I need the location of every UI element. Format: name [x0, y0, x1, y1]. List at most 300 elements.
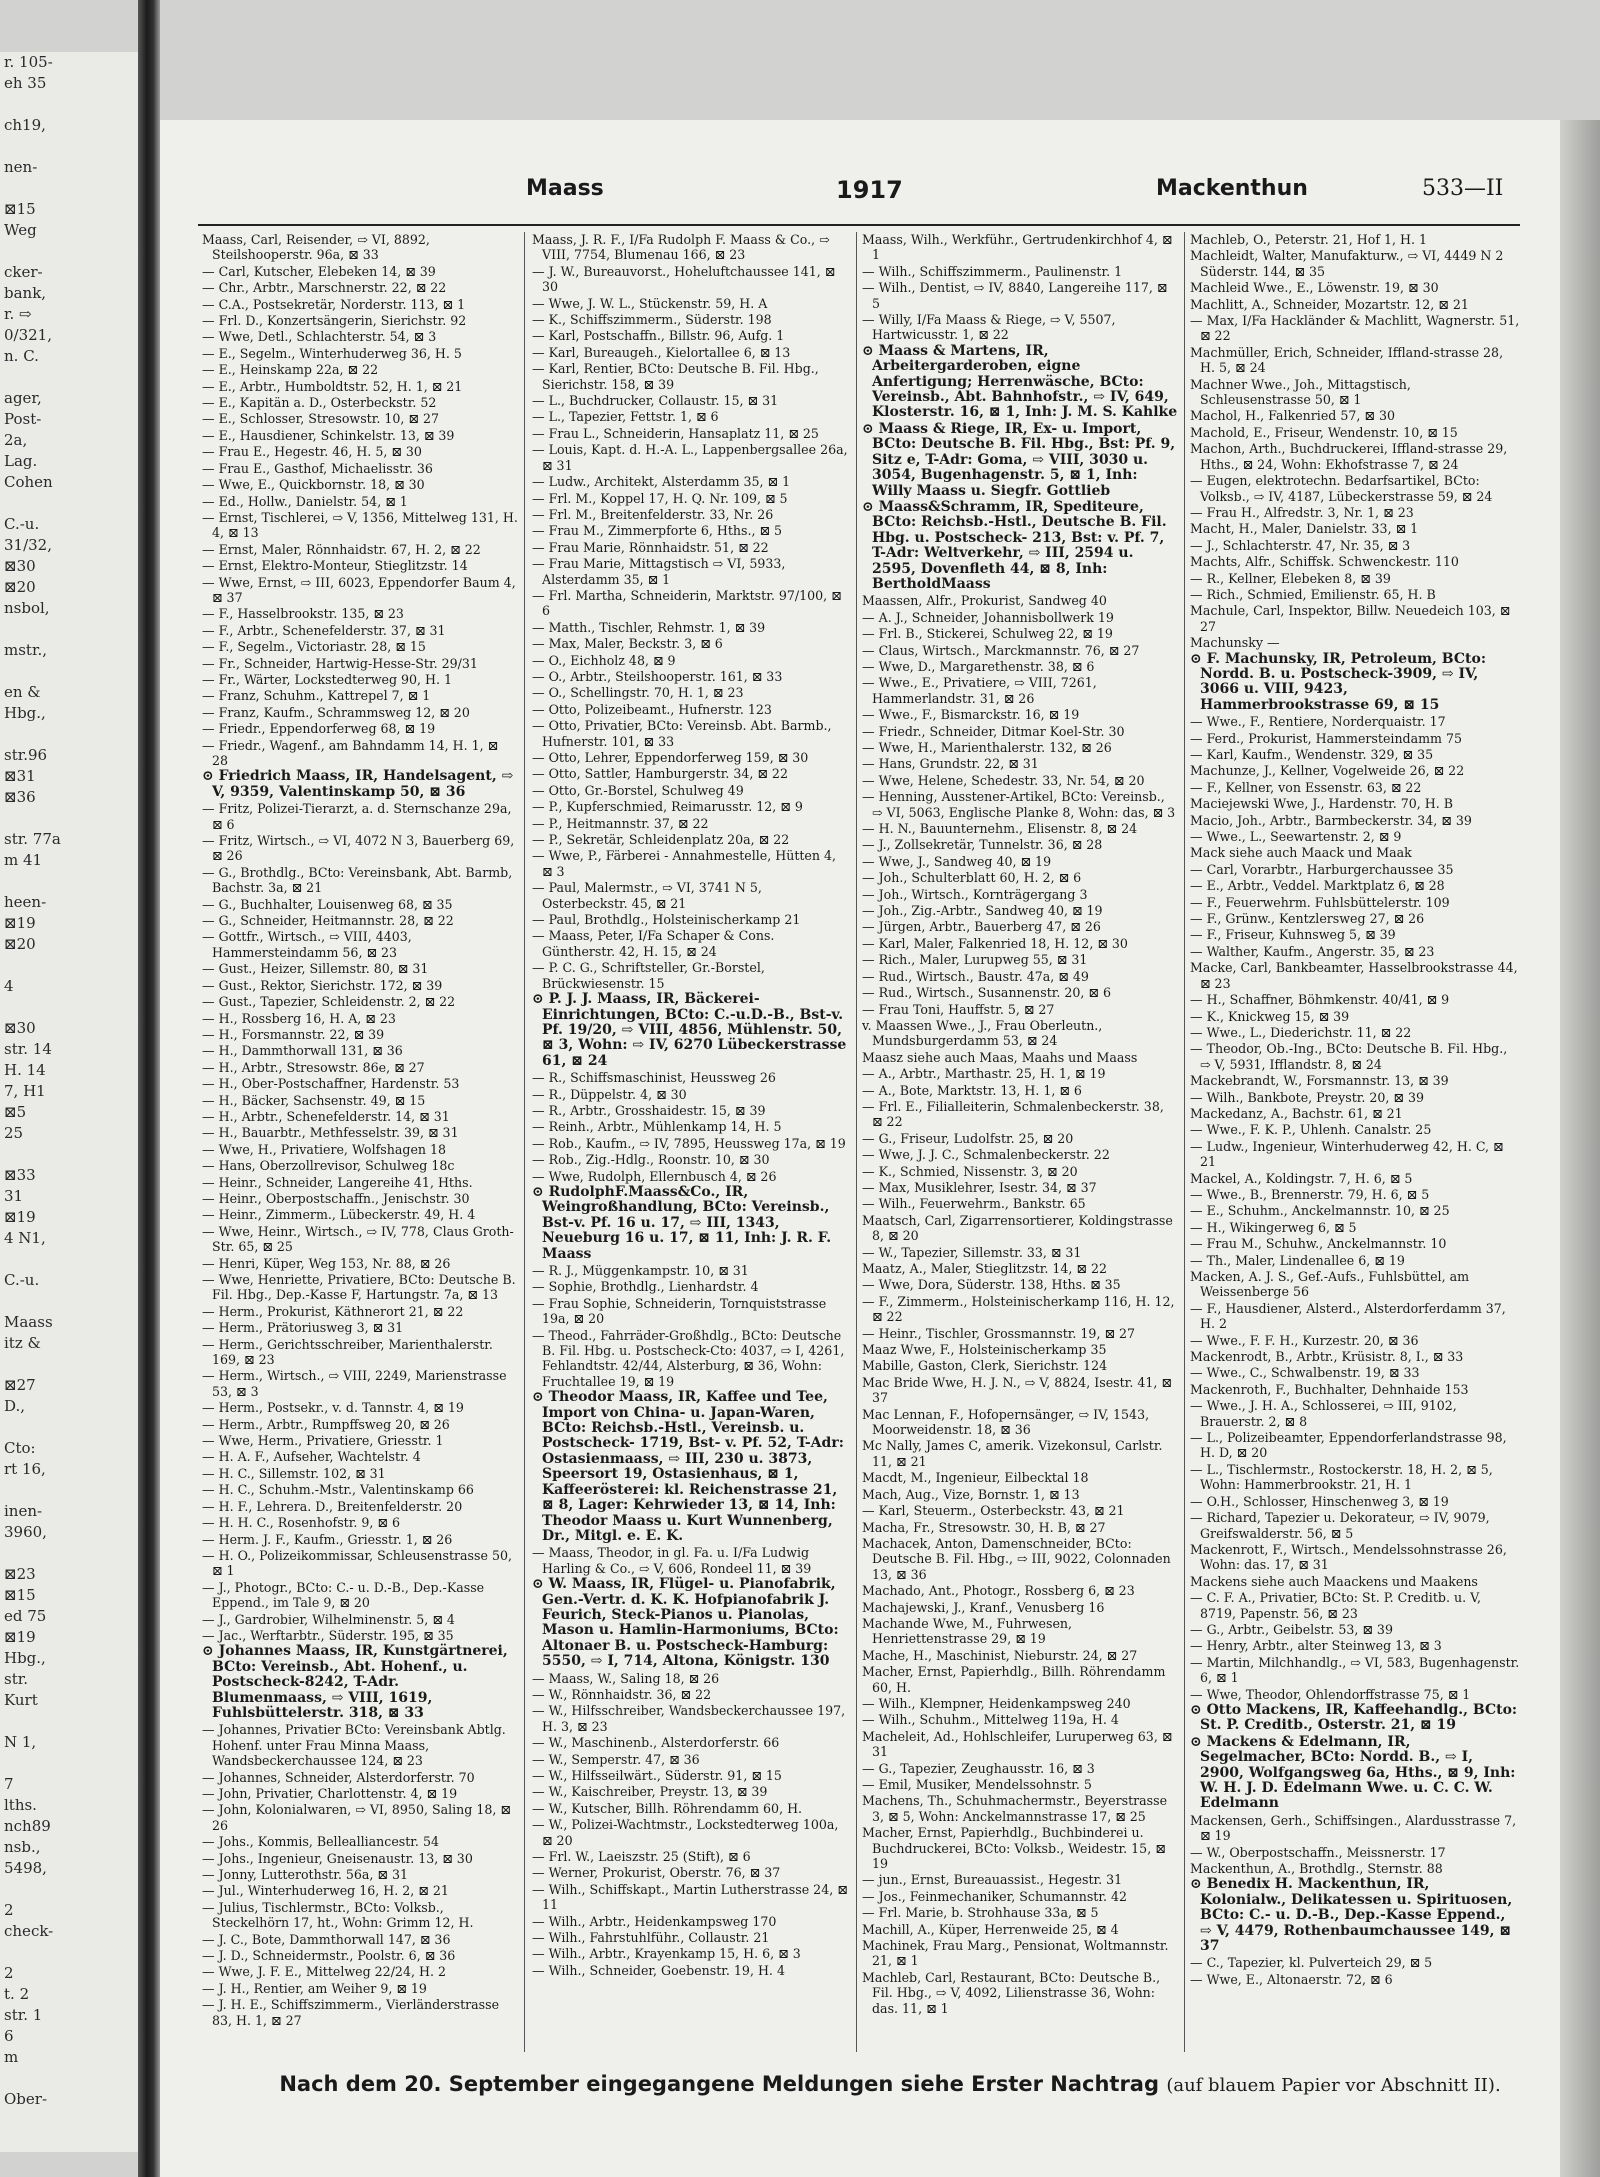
left-page-fragment: n. C.: [4, 347, 39, 365]
directory-entry: — Hans, Grundstr. 22, ⊠ 31: [862, 756, 1039, 772]
directory-entry: Mackedanz, A., Bachstr. 61, ⊠ 21: [1190, 1105, 1403, 1121]
directory-entry: Mackenrott, F., Wirtsch., Mendelssohnstrasse 26, Wohn: das. 17, ⊠ 31: [1190, 1541, 1507, 1573]
directory-entry: — Rob., Kaufm., ⇨ IV, 7895, Heussweg 17a, ⊠ 19: [532, 1135, 846, 1151]
directory-entry: — Frl. E., Filialleiterin, Schmalenbeckerstr. 38, ⊠ 22: [862, 1098, 1164, 1130]
directory-entry: — F., Arbtr., Schenefelderstr. 37, ⊠ 31: [202, 622, 446, 638]
directory-entry: — Wwe, Dora, Süderstr. 138, Hths. ⊠ 35: [862, 1277, 1121, 1293]
directory-entry: — Karl, Rentier, BCto: Deutsche B. Fil. Hbg., Sierichstr. 158, ⊠ 39: [532, 361, 819, 392]
directory-entry: — Louis, Kapt. d. H.-A. L., Lappenbergsallee 26a, ⊠ 31: [532, 442, 848, 473]
directory-entry: — Wwe, E., Quickbornstr. 18, ⊠ 30: [202, 477, 425, 493]
directory-entry: Macken, A. J. S., Gef.-Aufs., Fuhlsbüttel, am Weissenberge 56: [1190, 1269, 1470, 1300]
left-page-fragment: 4 N1,: [4, 1229, 46, 1247]
directory-entry: — Johannes, Schneider, Alsterdorferstr. 70: [202, 1769, 475, 1785]
directory-entry: — Ludw., Architekt, Alsterdamm 35, ⊠ 1: [532, 474, 791, 490]
directory-entry: — Wilh., Klempner, Heidenkampsweg 240: [862, 1695, 1131, 1711]
directory-entry: Mache, H., Maschinist, Nieburstr. 24, ⊠ 27: [862, 1647, 1138, 1663]
directory-entry: — W., Hilfsschreiber, Wandsbeckerchaussee 197, H. 3, ⊠ 23: [532, 1703, 846, 1734]
directory-entry: — H., Schaffner, Böhmkenstr. 40/41, ⊠ 9: [1190, 992, 1450, 1008]
left-page-fragment: 7, H1: [4, 1082, 46, 1100]
directory-entry: — Wwe, Rudolph, Ellernbusch 4, ⊠ 26: [532, 1168, 777, 1184]
directory-entry: — Wwe, J. W. L., Stückenstr. 59, H. A: [532, 295, 768, 311]
directory-entry: Machande Wwe, M., Fuhrwesen, Henriettenstrasse 29, ⊠ 19: [862, 1615, 1073, 1647]
left-page-fragment: [0, 619, 138, 640]
directory-entry: — E., Segelm., Winterhuderweg 36, H. 5: [202, 345, 462, 361]
directory-entry: Machill, A., Küper, Herrenweide 25, ⊠ 4: [862, 1921, 1119, 1937]
directory-entry: — Wilh., Arbtr., Krayenkamp 15, H. 6, ⊠ 3: [532, 1946, 801, 1962]
left-page-fragment: itz &: [4, 1334, 41, 1352]
left-page-fragment: [0, 1879, 138, 1900]
directory-entry: — Rud., Wirtsch., Susannenstr. 20, ⊠ 6: [862, 985, 1111, 1001]
directory-entry: — Wwe, Detl., Schlachterstr. 54, ⊠ 3: [202, 329, 437, 345]
directory-entry: Mackel, A., Koldingstr. 7, H. 6, ⊠ 5: [1190, 1170, 1413, 1186]
left-page-fragment: str. 77a: [4, 830, 61, 848]
left-page-fragment: cker-: [4, 263, 43, 281]
directory-entry: — Franz, Kaufm., Schrammsweg 12, ⊠ 20: [202, 704, 470, 720]
directory-entry: — Wilh., Dentist, ⇨ IV, 8840, Langereihe 117, ⊠ 5: [862, 280, 1168, 311]
directory-entry: ⊙ P. J. J. Maass, IR, Bäckerei-Einrichtungen, BCto: C.-u.D.-B., Bst-v. Pf. 19/20, ⇨ VIII, 4856, Mühlenstr. 50, ⊠ 3, Wohn: ⇨ IV, 6270 Lübeckerstrasse 61, ⊠ 24: [532, 991, 847, 1069]
directory-entry: — Fr., Schneider, Hartwig-Hesse-Str. 29/31: [202, 655, 478, 671]
column-4: [1190, 232, 1520, 2062]
column-2: [532, 232, 850, 2062]
directory-entry: — G., Tapezier, Zeughausstr. 16, ⊠ 3: [862, 1760, 1095, 1776]
left-page-fragment: Cohen: [4, 473, 53, 491]
directory-entry: — Johs., Kommis, Bellealliancestr. 54: [202, 1834, 439, 1850]
directory-entry: — Max, Maler, Beckstr. 3, ⊠ 6: [532, 636, 723, 652]
left-page-fragment: [0, 808, 138, 829]
directory-entry: — Carl, Kutscher, Elebeken 14, ⊠ 39: [202, 263, 436, 279]
directory-entry: ⊙ W. Maass, IR, Flügel- u. Pianofabrik, Gen.-Vertr. d. K. K. Hofpianofabrik J. Feurich, Steck-Pianos u. Pianolas, Mason u. Hamlin-Harmoniums, BCto: Altonaer B. u. Postscheck-Hamburg: 5550, ⇨ I, 714, Altona, Königstr. 130: [532, 1576, 839, 1670]
directory-entry: Mackenroth, F., Buchhalter, Dehnhaide 153: [1190, 1381, 1469, 1397]
directory-entry: v. Maassen Wwe., J., Frau Oberleutn., Mundsburgerdamm 53, ⊠ 24: [862, 1017, 1103, 1049]
directory-entry: Mac Lennan, F., Hofopernsänger, ⇨ IV, 1543, Moorweidenstr. 18, ⊠ 36: [862, 1406, 1150, 1438]
directory-entry: — Gust., Heizer, Sillemstr. 80, ⊠ 31: [202, 961, 429, 977]
left-page-fragment: [0, 724, 138, 745]
directory-entry: — W., Hilfsseilwärt., Süderstr. 91, ⊠ 15: [532, 1768, 782, 1783]
left-page-fragment: inen-: [4, 1502, 43, 1520]
directory-entry: Machmüller, Erich, Schneider, Iffland-strasse 28, H. 5, ⊠ 24: [1190, 344, 1504, 376]
directory-entry: — W., Rönnhaidstr. 36, ⊠ 22: [532, 1686, 712, 1702]
directory-entry: — Frl. B., Stickerei, Schulweg 22, ⊠ 19: [862, 626, 1113, 642]
directory-entry: — H. C., Sillemstr. 102, ⊠ 31: [202, 1465, 386, 1481]
column-divider: [524, 232, 525, 2052]
directory-entry: — O., Schellingstr. 70, H. 1, ⊠ 23: [532, 685, 744, 701]
directory-entry: — F., Feuerwehrm. Fuhlsbüttelerstr. 109: [1190, 894, 1450, 910]
left-page-fragment: 6: [4, 2027, 14, 2045]
directory-entry: — P. C. G., Schriftsteller, Gr.-Borstel, Brückwiesenstr. 15: [532, 960, 765, 991]
directory-entry: — Ed., Hollw., Danielstr. 54, ⊠ 1: [202, 493, 408, 509]
directory-entry: — Heinr., Schneider, Langereihe 41, Hths.: [202, 1174, 473, 1190]
directory-entry: — J. H., Rentier, am Weiher 9, ⊠ 19: [202, 1980, 427, 1996]
left-page-fragment: ⊠20: [4, 935, 36, 953]
directory-entry: Mackenthun, A., Brothdlg., Sternstr. 88: [1190, 1861, 1443, 1877]
left-page-fragment: r. 105-: [4, 53, 53, 71]
directory-entry: ⊙ Otto Mackens, IR, Kaffeehandlg., BCto: St. P. Creditb., Osterstr. 21, ⊠ 19: [1190, 1701, 1518, 1734]
directory-entry: Machon, Arth., Buchdruckerei, Iffland-strasse 29, Hths., ⊠ 24, Wohn: Ekhofstrasse 7, ⊠ 24: [1190, 441, 1508, 472]
left-page-fragment: nsb.,: [4, 1838, 41, 1856]
directory-entry: — John, Kolonialwaren, ⇨ VI, 8950, Saling 18, ⊠ 26: [202, 1802, 511, 1833]
directory-entry: Macher, Ernst, Papierhdlg., Billh. Röhrendamm 60, H.: [862, 1664, 1166, 1695]
directory-entry: — W., Semperstr. 47, ⊠ 36: [532, 1751, 700, 1767]
directory-entry: — R. J., Müggenkampstr. 10, ⊠ 31: [532, 1263, 749, 1278]
directory-entry: — Martin, Milchhandlg., ⇨ VI, 583, Bugenhagenstr. 6, ⊠ 1: [1190, 1654, 1520, 1686]
directory-entry: — E., Arbtr., Humboldtstr. 52, H. 1, ⊠ 21: [202, 378, 463, 394]
left-page-fragment: [0, 241, 138, 262]
directory-entry: ⊙ Benedix H. Mackenthun, IR, Kolonialw., Delikatessen u. Spirituosen, BCto: C.- u. D.-B., Dep.-Kasse Eppend., ⇨ V, 4479, Rothenbaumchaussee 149, ⊠ 37: [1190, 1876, 1513, 1955]
directory-page: [160, 120, 1560, 2177]
directory-entry: — E., Kapitän a. D., Osterbeckstr. 52: [202, 395, 437, 411]
directory-entry: Mackenrodt, B., Arbtr., Krüsistr. 8, I., ⊠ 33: [1190, 1349, 1464, 1365]
directory-entry: — Jonny, Lutterothstr. 56a, ⊠ 31: [202, 1867, 409, 1883]
left-page-fragment: str. 1: [4, 2006, 43, 2024]
directory-entry: — P., Kupferschmied, Reimarusstr. 12, ⊠ 9: [532, 799, 803, 815]
directory-entry: — Otto, Polizeibeamt., Hufnerstr. 123: [532, 701, 772, 717]
directory-entry: — Ferd., Prokurist, Hammersteindamm 75: [1190, 730, 1463, 746]
left-page-fragment: ⊠30: [4, 557, 36, 575]
directory-entry: — Wilh., Schiffszimmerm., Paulinenstr. 1: [862, 263, 1123, 279]
directory-entry: ⊙ RudolphF.Maass&Co., IR, Weingroßhandlung, BCto: Vereinsb., Bst-v. Pf. 16 u. 17, ⇨ III, 1343, Neueburg 16 u. 17, ⊠ 11, Inh: J. R. F. Maass: [532, 1183, 832, 1262]
directory-entry: — H., Arbtr., Stresowstr. 86e, ⊠ 27: [202, 1059, 425, 1075]
directory-entry: — W., Oberpostschaffn., Meissnerstr. 17: [1190, 1844, 1446, 1860]
header-first-name: Maass: [526, 176, 604, 201]
directory-entry: Machule, Carl, Inspektor, Billw. Neuedeich 103, ⊠ 27: [1190, 603, 1511, 634]
directory-entry: — Frau E., Gasthof, Michaelisstr. 36: [202, 460, 433, 476]
directory-entry: — Wwe, Heinr., Wirtsch., ⇨ IV, 778, Claus Groth-Str. 65, ⊠ 25: [202, 1223, 514, 1255]
left-page-fragment: 4: [4, 977, 14, 995]
left-page-fragment: 2: [4, 1964, 14, 1982]
directory-entry: — John, Privatier, Charlottenstr. 4, ⊠ 19: [202, 1786, 458, 1801]
directory-entry: — Wilh., Schuhm., Mittelweg 119a, H. 4: [862, 1712, 1119, 1728]
directory-entry: — A., Arbtr., Marthastr. 25, H. 1, ⊠ 19: [862, 1066, 1106, 1082]
directory-entry: — Rud., Wirtsch., Baustr. 47a, ⊠ 49: [862, 968, 1089, 984]
left-page-fragment: nsbol,: [4, 599, 50, 617]
directory-entry: — H. N., Bauunternehm., Elisenstr. 8, ⊠ 24: [862, 821, 1138, 837]
directory-entry: Machner Wwe., Joh., Mittagstisch, Schleusenstrasse 50, ⊠ 1: [1190, 376, 1411, 408]
left-page-fragment: ⊠33: [4, 1166, 36, 1184]
directory-entry: — K., Schiffszimmerm., Süderstr. 198: [532, 312, 772, 328]
left-page-fragment: m 41: [4, 851, 43, 869]
directory-entry: — G., Buchhalter, Louisenweg 68, ⊠ 35: [202, 896, 453, 912]
left-page-fragment: [0, 661, 138, 682]
left-page-fragment: Hbg.,: [4, 704, 46, 722]
directory-entry: — O., Arbtr., Steilshooperstr. 161, ⊠ 33: [532, 668, 783, 684]
left-page-fragment: ⊠36: [4, 788, 36, 806]
directory-entry: Machlitt, A., Schneider, Mozartstr. 12, ⊠ 21: [1190, 296, 1469, 312]
directory-entry: — W., Tapezier, Sillemstr. 33, ⊠ 31: [862, 1244, 1082, 1260]
directory-entry: — Paul, Brothdlg., Holsteinischerkamp 21: [532, 912, 801, 928]
directory-entry: — Wilh., Fahrstuhlführ., Collaustr. 21: [532, 1930, 770, 1946]
directory-entry: — J. C., Bote, Dammthorwall 147, ⊠ 36: [202, 1931, 451, 1947]
directory-entry: — Maass, Theodor, in gl. Fa. u. I/Fa Ludwig Harling & Co., ⇨ V, 606, Rondeel 11, ⊠ 39: [532, 1545, 812, 1576]
left-page-fragment: 2: [4, 1901, 14, 1919]
directory-entry: Machajewski, J., Kranf., Venusberg 16: [862, 1599, 1105, 1615]
column-1: [202, 232, 518, 2062]
directory-entry: — Karl, Postschaffn., Billstr. 96, Aufg. 1: [532, 328, 785, 344]
directory-entry: — Ernst, Elektro-Monteur, Stieglitzstr. 14: [202, 558, 468, 574]
directory-entry: — F., Zimmerm., Holsteinischerkamp 116, H. 12, ⊠ 22: [862, 1293, 1175, 1325]
directory-entry: — Chr., Arbtr., Marschnerstr. 22, ⊠ 22: [202, 280, 447, 296]
directory-entry: — Frau M., Schuhw., Anckelmannstr. 10: [1190, 1236, 1447, 1252]
directory-entry: Machacek, Anton, Damenschneider, BCto: Deutsche B. Fil. Hbg., ⇨ III, 9022, Colonnaden 13, ⊠ 36: [862, 1535, 1171, 1582]
left-page-fragment: ⊠30: [4, 1019, 36, 1037]
left-page-fragment: [0, 1354, 138, 1375]
directory-entry: Machleb, Carl, Restaurant, BCto: Deutsche B., Fil. Hbg., ⇨ V, 4092, Lilienstrasse 36, Wohn: das. 11, ⊠ 1: [862, 1969, 1161, 2016]
directory-entry: — P., Sekretär, Schleidenplatz 20a, ⊠ 22: [532, 832, 790, 848]
directory-entry: Machunsky —: [1190, 635, 1280, 651]
directory-entry: ⊙ Theodor Maass, IR, Kaffee und Tee, Import von China- u. Japan-Waren, BCto: Reichsb.-Hstl., Vereinsb. u. Postscheck- 1719, Bst- v. Pf. 52, T-Adr: Ostasienmaass, ⇨ III, 230 u. 3873, Speersort 19, Ostasienhaus, ⊠ 1, Kaffeerösterei: kl. Reichenstrasse 21, ⊠ 8, Lager: Kehrwieder 13, ⊠ 14, Inh: Theodor Maass u. Kurt Wunnenberg, Dr., Mitgl. e. E. K.: [532, 1389, 844, 1544]
directory-entry: — Rich., Schmied, Emilienstr. 65, H. B: [1190, 586, 1436, 602]
directory-entry: — Wwe., F. F. H., Kurzestr. 20, ⊠ 36: [1190, 1332, 1419, 1348]
directory-entry: — W., Maschinenb., Alsterdorferstr. 66: [532, 1735, 780, 1751]
directory-entry: — Maass, W., Saling 18, ⊠ 26: [532, 1670, 720, 1686]
directory-entry: — P., Heitmannstr. 37, ⊠ 22: [532, 815, 709, 831]
directory-entry: — Otto, Lehrer, Eppendorferweg 159, ⊠ 30: [532, 750, 809, 765]
directory-entry: — Sophie, Brothdlg., Lienhardstr. 4: [532, 1279, 759, 1295]
directory-entry: — F., Hasselbrookstr. 135, ⊠ 23: [202, 606, 404, 622]
directory-entry: — J. H. E., Schiffszimmerm., Vierländerstrasse 83, H. 1, ⊠ 27: [202, 1997, 500, 2028]
directory-entry: Maaz Wwe, F., Holsteinischerkamp 35: [862, 1342, 1107, 1358]
left-page-fragment: m: [4, 2048, 19, 2066]
footer-main-text: Nach dem 20. September eingegangene Meldungen siehe Erster Nachtrag: [279, 2072, 1160, 2096]
directory-entry: — Wwe, J. F. E., Mittelweg 22/24, H. 2: [202, 1964, 446, 1980]
directory-entry: — H. H. C., Rosenhofstr. 9, ⊠ 6: [202, 1515, 400, 1531]
directory-entry: — E., Heinskamp 22a, ⊠ 22: [202, 362, 379, 378]
directory-entry: — Frau H., Alfredstr. 3, Nr. 1, ⊠ 23: [1190, 504, 1414, 520]
directory-entry: Macher, Ernst, Papierhdlg., Buchbinderei u. Buchdruckerei, BCto: Volksb., Weidestr. 15, ⊠ 19: [862, 1825, 1166, 1872]
left-page-fragment: ⊠23: [4, 1565, 36, 1583]
directory-entry: — H. O., Polizeikommissar, Schleusenstrasse 50, ⊠ 1: [202, 1547, 512, 1579]
directory-entry: — J., Zollsekretär, Tunnelstr. 36, ⊠ 28: [862, 837, 1103, 853]
directory-entry: — Otto, Gr.-Borstel, Schulweg 49: [532, 782, 744, 798]
directory-entry: — Friedr., Wagenf., am Bahndamm 14, H. 1, ⊠ 28: [202, 737, 499, 768]
directory-entry: — Wwe., L., Diederichstr. 11, ⊠ 22: [1190, 1024, 1412, 1040]
left-page-fragment: [0, 1291, 138, 1312]
left-page-fragment: bank,: [4, 284, 47, 302]
directory-entry: — Theodor, Ob.-Ing., BCto: Deutsche B. Fil. Hbg., ⇨ V, 5931, Ifflandstr. 8, ⊠ 24: [1190, 1041, 1508, 1072]
directory-entry: — Frl. Martha, Schneiderin, Marktstr. 97/100, ⊠ 6: [532, 587, 842, 619]
directory-entry: — O., Eichholz 48, ⊠ 9: [532, 652, 676, 668]
directory-entry: — O.H., Schlosser, Hinschenweg 3, ⊠ 19: [1190, 1493, 1449, 1509]
directory-entry: — Wwe., E., Privatiere, ⇨ VIII, 7261, Hammerlandstr. 31, ⊠ 26: [862, 675, 1097, 706]
directory-entry: — Fritz, Polizei-Tierarzt, a. d. Sternschanze 29a, ⊠ 6: [202, 801, 512, 832]
directory-entry: — Wwe, E., Altonaerstr. 72, ⊠ 6: [1190, 1971, 1393, 1987]
directory-entry: — Werner, Prokurist, Oberstr. 76, ⊠ 37: [532, 1865, 781, 1881]
directory-entry: — J., Gardrobier, Wilhelminenstr. 5, ⊠ 4: [202, 1611, 455, 1627]
directory-entry: — Heinr., Zimmerm., Lübeckerstr. 49, H. 4: [202, 1207, 476, 1223]
directory-entry: — Wwe, Ernst, ⇨ III, 6023, Eppendorfer Baum 4, ⊠ 37: [202, 574, 516, 605]
left-page-fragment: 0/321,: [4, 326, 52, 344]
directory-entry: — Herm., Wirtsch., ⇨ VIII, 2249, Marienstrasse 53, ⊠ 3: [202, 1368, 507, 1399]
left-page-fragment: [0, 1144, 138, 1165]
directory-entry: Machunze, J., Kellner, Vogelweide 26, ⊠ 22: [1190, 763, 1465, 779]
directory-entry: — Gottfr., Wirtsch., ⇨ VIII, 4403, Hammersteindamm 56, ⊠ 23: [202, 929, 412, 960]
directory-entry: — Wwe, P., Färberei - Annahmestelle, Hütten 4, ⊠ 3: [532, 848, 837, 879]
left-page-fragment: str.: [4, 1670, 29, 1688]
directory-entry: — Wwe, J. J. C., Schmalenbeckerstr. 22: [862, 1147, 1110, 1163]
left-page-fragment: 31/32,: [4, 536, 52, 554]
left-page-fragment: Maass: [4, 1313, 53, 1331]
directory-entry: — L., Buchdrucker, Collaustr. 15, ⊠ 31: [532, 393, 779, 409]
directory-entry: — Max, I/Fa Hackländer & Machlitt, Wagnerstr. 51, ⊠ 22: [1190, 313, 1520, 344]
directory-entry: — Wwe., J. H. A., Schlosserei, ⇨ III, 9102, Brauerstr. 2, ⊠ 8: [1190, 1398, 1457, 1429]
directory-entry: ⊙ Maass & Martens, IR, Arbeitergarderoben, eigne Anfertigung; Herrenwäsche, BCto: Vereinsb., Abt. Bahnhofstr., ⇨ IV, 649, Klosterstr. 16, ⊠ 1, Inh: J. M. S. Kahlke: [862, 342, 1178, 421]
directory-entry: Machold, E., Friseur, Wendenstr. 10, ⊠ 15: [1190, 424, 1458, 440]
directory-entry: — Heinr., Oberpostschaffn., Jenischstr. 30: [202, 1190, 470, 1206]
directory-entry: — J. W., Bureauvorst., Hoheluftchaussee 141, ⊠ 30: [532, 263, 836, 295]
directory-entry: — Otto, Privatier, BCto: Vereinsb. Abt. Barmb., Hufnerstr. 101, ⊠ 33: [532, 718, 832, 749]
directory-entry: — Reinh., Arbtr., Mühlenkamp 14, H. 5: [532, 1119, 782, 1135]
left-page-fragment: [0, 1942, 138, 1963]
left-page-fragment: Post-: [4, 410, 42, 428]
directory-entry: — Julius, Tischlermstr., BCto: Volksb., Steckelhörn 17, ht., Wohn: Grimm 12, H.: [202, 1899, 474, 1931]
directory-entry: Machado, Ant., Photogr., Rossberg 6, ⊠ 23: [862, 1583, 1135, 1599]
left-page-fragment: [0, 136, 138, 157]
directory-entry: — Otto, Sattler, Hamburgerstr. 34, ⊠ 22: [532, 766, 788, 782]
directory-entry: — Frl. D., Konzertsängerin, Sierichstr. 92: [202, 313, 467, 329]
directory-entry: — H. C., Schuhm.-Mstr., Valentinskamp 66: [202, 1482, 474, 1498]
directory-entry: Mack siehe auch Maack und Maak: [1190, 845, 1412, 861]
directory-entry: — Karl, Steuerm., Osterbeckstr. 43, ⊠ 21: [862, 1503, 1125, 1519]
left-page-fragment: [0, 1753, 138, 1774]
directory-entry: — Karl, Kaufm., Wendenstr. 329, ⊠ 35: [1190, 747, 1434, 762]
directory-entry: — Friedr., Schneider, Ditmar Koel-Str. 30: [862, 723, 1125, 739]
directory-entry: — W., Kutscher, Billh. Röhrendamm 60, H.: [532, 1800, 803, 1816]
directory-entry: — Wilh., Schiffskapt., Martin Lutherstrasse 24, ⊠ 11: [532, 1881, 848, 1913]
book-gutter: [138, 0, 160, 2177]
directory-entry: — Wwe, Theodor, Ohlendorffstrasse 75, ⊠ 1: [1190, 1686, 1471, 1702]
left-page-fragment: ⊠19: [4, 1208, 36, 1226]
directory-entry: ⊙ F. Machunsky, IR, Petroleum, BCto: Nordd. B. u. Postscheck-3909, ⇨ IV, 3066 u. VIII, 9423, Hammerbrookstrasse 69, ⊠ 15: [1190, 650, 1486, 713]
footer-note: (auf blauem Papier vor Abschnitt II).: [1166, 2075, 1501, 2096]
directory-entry: — Wwe, H., Marienthalerstr. 132, ⊠ 26: [862, 740, 1112, 755]
directory-entry: — Emil, Musiker, Mendelssohnstr. 5: [862, 1777, 1092, 1792]
directory-entry: — H., Wikingerweg 6, ⊠ 5: [1190, 1219, 1357, 1235]
directory-entry: — H., Bäcker, Sachsenstr. 49, ⊠ 15: [202, 1092, 426, 1108]
directory-entry: — Johannes, Privatier BCto: Vereinsbank Abtlg. Hohenf. unter Frau Minna Maass, Wandsbeckerchaussee 124, ⊠ 23: [202, 1722, 506, 1769]
directory-entry: Macha, Fr., Stresowstr. 30, H. B, ⊠ 27: [862, 1519, 1106, 1535]
header-rule: [198, 224, 1520, 226]
directory-entry: — J., Photogr., BCto: C.- u. D.-B., Dep.-Kasse Eppend., im Tale 9, ⊠ 20: [202, 1579, 485, 1611]
left-page-fragment: ⊠5: [4, 1103, 27, 1121]
left-page-fragment: ch19,: [4, 116, 46, 134]
directory-entry: — Wwe., F. K. P., Uhlenh. Canalstr. 25: [1190, 1122, 1432, 1138]
left-page-fragment: 2a,: [4, 431, 28, 449]
left-page-fragment: ed 75: [4, 1607, 47, 1625]
directory-entry: Mac Bride Wwe, H. J. N., ⇨ V, 8824, Isestr. 41, ⊠ 37: [862, 1374, 1172, 1406]
directory-entry: Maciejewski Wwe, J., Hardenstr. 70, H. B: [1190, 796, 1454, 812]
directory-entry: — Wilh., Schneider, Goebenstr. 19, H. 4: [532, 1962, 785, 1978]
directory-entry: ⊙ Maass&Schramm, IR, Spediteure, BCto: Reichsb.-Hstl., Deutsche B. Fil. Hbg. u. Postscheck- 213, Bst: v. Pf. 7, T-Adr: Weltverkehr, ⇨ III, 2594 u. 2595, Dovenfleth 44, ⊠ 8, Inh: BertholdMaass: [862, 498, 1167, 592]
directory-entry: — Frau Sophie, Schneiderin, Tornquiststrasse 19a, ⊠ 20: [532, 1295, 827, 1327]
left-page-fragment: [0, 493, 138, 514]
directory-entry: — Jul., Winterhuderweg 16, H. 2, ⊠ 21: [202, 1883, 449, 1899]
directory-entry: — C.A., Postsekretär, Norderstr. 113, ⊠ 1: [202, 296, 466, 312]
directory-entry: — Fritz, Wirtsch., ⇨ VI, 4072 N 3, Bauerberg 69, ⊠ 26: [202, 833, 515, 864]
directory-entry: — E., Schuhm., Anckelmannstr. 10, ⊠ 25: [1190, 1203, 1450, 1219]
left-page-fragment: heen-: [4, 893, 47, 911]
directory-entry: Mc Nally, James C, amerik. Vizekonsul, Carlstr. 11, ⊠ 21: [862, 1438, 1163, 1469]
directory-entry: — F., Kellner, von Essenstr. 63, ⊠ 22: [1190, 779, 1422, 795]
left-page-fragment: C.-u.: [4, 1271, 40, 1289]
directory-entry: — Henry, Arbtr., alter Steinweg 13, ⊠ 3: [1190, 1638, 1442, 1654]
directory-entry: — Eugen, elektrotechn. Bedarfsartikel, BCto: Volksb., ⇨ IV, 4187, Lübeckerstrasse 59, ⊠ 24: [1190, 473, 1493, 504]
directory-entry: — G., Schneider, Heitmannstr. 28, ⊠ 22: [202, 913, 454, 929]
directory-entry: — E., Arbtr., Veddel. Marktplatz 6, ⊠ 28: [1190, 878, 1445, 894]
directory-entry: — Frl. Marie, b. Strohhause 33a, ⊠ 5: [862, 1905, 1099, 1921]
directory-entry: Macdt, M., Ingenieur, Eilbecktal 18: [862, 1470, 1089, 1486]
left-page-fragment: Kurt: [4, 1691, 38, 1709]
left-page-fragment: ⊠27: [4, 1376, 36, 1394]
directory-entry: Mackens siehe auch Maackens und Maakens: [1190, 1573, 1478, 1589]
directory-entry: — A., Bote, Marktstr. 13, H. 1, ⊠ 6: [862, 1082, 1082, 1098]
directory-entry: — H., Dammthorwall 131, ⊠ 36: [202, 1043, 403, 1059]
left-page-fragment: str. 14: [4, 1040, 52, 1058]
directory-entry: ⊙ Johannes Maass, IR, Kunstgärtnerei, BCto: Vereinsb., Abt. Hohenf., u. Postscheck-8242, T-Adr. Blumenmaass, ⇨ VIII, 1619, Fuhlsbüttelerstr. 318, ⊠ 33: [202, 1643, 508, 1721]
directory-entry: — Wwe, D., Margarethenstr. 38, ⊠ 6: [862, 658, 1095, 674]
directory-entry: — Frau Toni, Hauffstr. 5, ⊠ 27: [862, 1001, 1055, 1017]
directory-entry: — Maass, Peter, I/Fa Schaper & Cons. Güntherstr. 42, H. 15, ⊠ 24: [532, 928, 775, 959]
directory-entry: — J. D., Schneidermstr., Poolstr. 6, ⊠ 36: [202, 1948, 456, 1964]
directory-entry: — Hans, Oberzollrevisor, Schulweg 18c: [202, 1158, 455, 1174]
left-page-fragment: ⊠20: [4, 578, 36, 596]
directory-entry: — A. J., Schneider, Johannisbollwerk 19: [862, 609, 1114, 625]
left-page-fragment: ⊠31: [4, 767, 36, 785]
directory-entry: — Willy, I/Fa Maass & Riege, ⇨ V, 5507, Hartwicusstr. 1, ⊠ 22: [862, 312, 1116, 343]
left-page-fragment: ⊠19: [4, 914, 36, 932]
directory-entry: ⊙ Maass & Riege, IR, Ex- u. Import, BCto: Deutsche B. Fil. Hbg., Bst: Pf. 9, Sitz e, T-Adr: Goma, ⇨ VIII, 3030 u. 3054, Bugenhagenstr. 5, ⊠ 1, Inh: Willy Maass u. Siegfr. Gottlieb: [862, 420, 1176, 499]
left-page-fragment: [0, 178, 138, 199]
directory-entry: Macheleit, Ad., Hohlschleifer, Luruperweg 63, ⊠ 31: [862, 1728, 1173, 1760]
directory-entry: — R., Kellner, Elebeken 8, ⊠ 39: [1190, 570, 1391, 586]
directory-entry: — Karl, Maler, Falkenried 18, H. 12, ⊠ 30: [862, 935, 1128, 951]
header-year: 1917: [836, 176, 903, 204]
directory-entry: — Ernst, Tischlerei, ⇨ V, 1356, Mittelweg 131, H. 4, ⊠ 13: [202, 509, 518, 541]
left-page-fragment: ⊠15: [4, 1586, 36, 1604]
directory-entry: — L., Tapezier, Fettstr. 1, ⊠ 6: [532, 409, 719, 425]
directory-entry: — J., Schlachterstr. 47, Nr. 35, ⊠ 3: [1190, 537, 1411, 553]
directory-entry: — Wwe, Henriette, Privatiere, BCto: Deutsche B. Fil. Hbg., Dep.-Kasse F, Hartungstr. 7a, ⊠ 13: [202, 1272, 516, 1303]
left-page-fragment: ⊠15: [4, 200, 36, 218]
directory-entry: ⊙ Friedrich Maass, IR, Handelsagent, ⇨ V, 9359, Valentinskamp 50, ⊠ 36: [202, 768, 514, 800]
page-edge: [1560, 120, 1600, 2177]
directory-entry: — Herm., Prätoriusweg 3, ⊠ 31: [202, 1320, 404, 1336]
directory-entry: — Wilh., Arbtr., Heidenkampsweg 170: [532, 1913, 777, 1929]
directory-entry: Maatz, A., Maler, Stieglitzstr. 14, ⊠ 22: [862, 1261, 1108, 1276]
directory-entry: Maatsch, Carl, Zigarrensortierer, Koldingstrasse 8, ⊠ 20: [862, 1212, 1173, 1244]
directory-entry: — H., Ober-Postschaffner, Hardenstr. 53: [202, 1076, 460, 1092]
left-page-fragment: ager,: [4, 389, 42, 407]
directory-entry: — Wwe., F., Rentiere, Norderquaistr. 17: [1190, 714, 1446, 730]
left-page-fragment: C.-u.: [4, 515, 40, 533]
directory-entry: — Frau Marie, Rönnhaidstr. 51, ⊠ 22: [532, 539, 769, 555]
left-page-fragment: [0, 955, 138, 976]
directory-entry: Machinek, Frau Marg., Pensionat, Woltmannstr. 21, ⊠ 1: [862, 1938, 1169, 1969]
column-divider: [1184, 232, 1185, 2052]
left-page-fragment: 7: [4, 1775, 14, 1793]
directory-entry: — Joh., Wirtsch., Kornträgergang 3: [862, 886, 1088, 902]
directory-entry: — K., Schmied, Nissenstr. 3, ⊠ 20: [862, 1163, 1078, 1179]
directory-entry: — Herm., Prokurist, Käthnerort 21, ⊠ 22: [202, 1303, 464, 1319]
directory-entry: — Gust., Tapezier, Schleidenstr. 2, ⊠ 22: [202, 994, 456, 1010]
directory-entry: — R., Düppelstr. 4, ⊠ 30: [532, 1086, 687, 1102]
directory-entry: — Wilh., Bankbote, Preystr. 20, ⊠ 39: [1190, 1089, 1425, 1105]
directory-entry: — F., Segelm., Victoriastr. 28, ⊠ 15: [202, 639, 426, 655]
directory-entry: — Carl, Vorarbtr., Harburgerchaussee 35: [1190, 861, 1454, 877]
directory-entry: — Henri, Küper, Weg 153, Nr. 88, ⊠ 26: [202, 1255, 451, 1271]
left-page-fragment: [0, 1249, 138, 1270]
directory-entry: — Th., Maler, Lindenallee 6, ⊠ 19: [1190, 1252, 1405, 1268]
left-page-fragment: check-: [4, 1922, 54, 1940]
left-page-fragment: lths.: [4, 1796, 37, 1814]
